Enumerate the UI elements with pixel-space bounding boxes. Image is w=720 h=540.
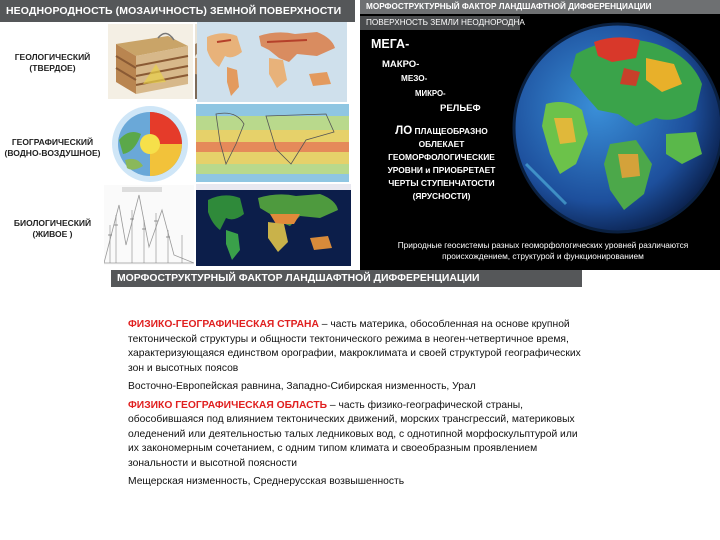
- right-panel-title: МОРФОСТРУКТУРНЫЙ ФАКТОР ЛАНДШАФТНОЙ ДИФФЕРЕНЦИАЦИИ: [360, 0, 720, 14]
- relief-lead-rest: ПЛАЩЕОБРАЗНО: [414, 126, 488, 136]
- label-geographic-sub: (ВОДНО-ВОЗДУШНОЕ): [4, 148, 101, 158]
- level-mezo: МЕЗО-: [401, 74, 428, 83]
- earth-layers-globe-image: [105, 100, 195, 185]
- label-biological-name: БИОЛОГИЧЕСКИЙ: [13, 218, 92, 228]
- section-title: МОРФОСТРУКТУРНЫЙ ФАКТОР ЛАНДШАФТНОЙ ДИФФЕРЕНЦИАЦИИ: [111, 270, 582, 287]
- label-geological-sub: (ТВЕРДОЕ): [29, 63, 76, 73]
- definition-region: [128, 399, 583, 472]
- section-content: [128, 318, 583, 494]
- relief-line-4: ЧЕРТЫ СТУПЕНЧАТОСТИ: [388, 178, 495, 188]
- label-geographic: [0, 137, 105, 159]
- relief-line-1: ОБЛЕКАЕТ: [418, 139, 465, 149]
- relief-line-5: (ЯРУСНОСТИ): [412, 191, 471, 201]
- relief-text: [369, 125, 514, 203]
- relief-lead: ЛО: [395, 125, 413, 137]
- earth-relief-globe-image: [506, 14, 720, 240]
- right-panel-caption: Природные геосистемы разных геоморфологических уровней различаются происхождением, структурой и функционированием: [397, 240, 689, 261]
- level-micro: МИКРО-: [415, 89, 446, 98]
- example-region: Мещерская низменность, Среднерусская возвышенность: [128, 476, 405, 487]
- relief-line-3: УРОВНИ и ПРИОБРЕТАЕТ: [387, 165, 496, 175]
- definition-country: [128, 318, 583, 376]
- definition-region-text: – часть физико-географической страны, обособившаяся под влиянием тектонических движений, морских трансгрессий, материковых оледенений или деятельностью талых ледниковых вод, с однотипной морфоскульптурой или их закономерным сочетанием, с одним типом климата и своеобразным проявлением зональности и высотной поясности: [128, 399, 578, 469]
- geology-block-diagram-image: [108, 24, 193, 99]
- relief-line-2: ГЕОМОРФОЛОГИЧЕСКИЕ: [388, 152, 495, 162]
- world-geology-map-image: [197, 22, 347, 102]
- definition-country-text: – часть материка, обособленная на основе крупной тектонической структуры и общности тектонического режима в неоген-четвертичное время, характеризующаяся единством орографии, макроклимата и своей структурой географических зон и высотных поясов: [128, 319, 581, 374]
- level-mega: МЕГА-: [371, 37, 410, 51]
- climate-zones-map-image: [196, 104, 349, 182]
- term-country: ФИЗИКО-ГЕОГРАФИЧЕСКАЯ СТРАНА: [128, 319, 319, 330]
- label-biological: [0, 218, 105, 240]
- level-relief: РЕЛЬЕФ: [440, 103, 481, 114]
- relief-lead-line: [369, 125, 514, 138]
- right-panel-subtitle: ПОВЕРХНОСТЬ ЗЕМЛИ НЕОДНОРОДНА: [360, 16, 520, 30]
- biomes-satellite-map-image: [196, 184, 351, 266]
- label-biological-sub: (ЖИВОЕ ): [32, 229, 73, 239]
- label-geological: [0, 52, 105, 74]
- level-macro: МАКРО-: [382, 59, 420, 70]
- left-panel-title: НЕОДНОРОДНОСТЬ (МОЗАИЧНОСТЬ) ЗЕМНОЙ ПОВЕРХНОСТИ: [0, 0, 355, 22]
- example-country: Восточно-Европейская равнина, Западно-Сибирская низменность, Урал: [128, 381, 476, 392]
- term-region: ФИЗИКО ГЕОГРАФИЧЕСКАЯ ОБЛАСТЬ: [128, 399, 328, 411]
- label-geographic-name: ГЕОГРАФИЧЕСКИЙ: [11, 137, 94, 147]
- vegetation-altitudinal-profile-image: [104, 185, 194, 265]
- label-geological-name: ГЕОЛОГИЧЕСКИЙ: [14, 52, 91, 62]
- relief-description: [369, 125, 514, 203]
